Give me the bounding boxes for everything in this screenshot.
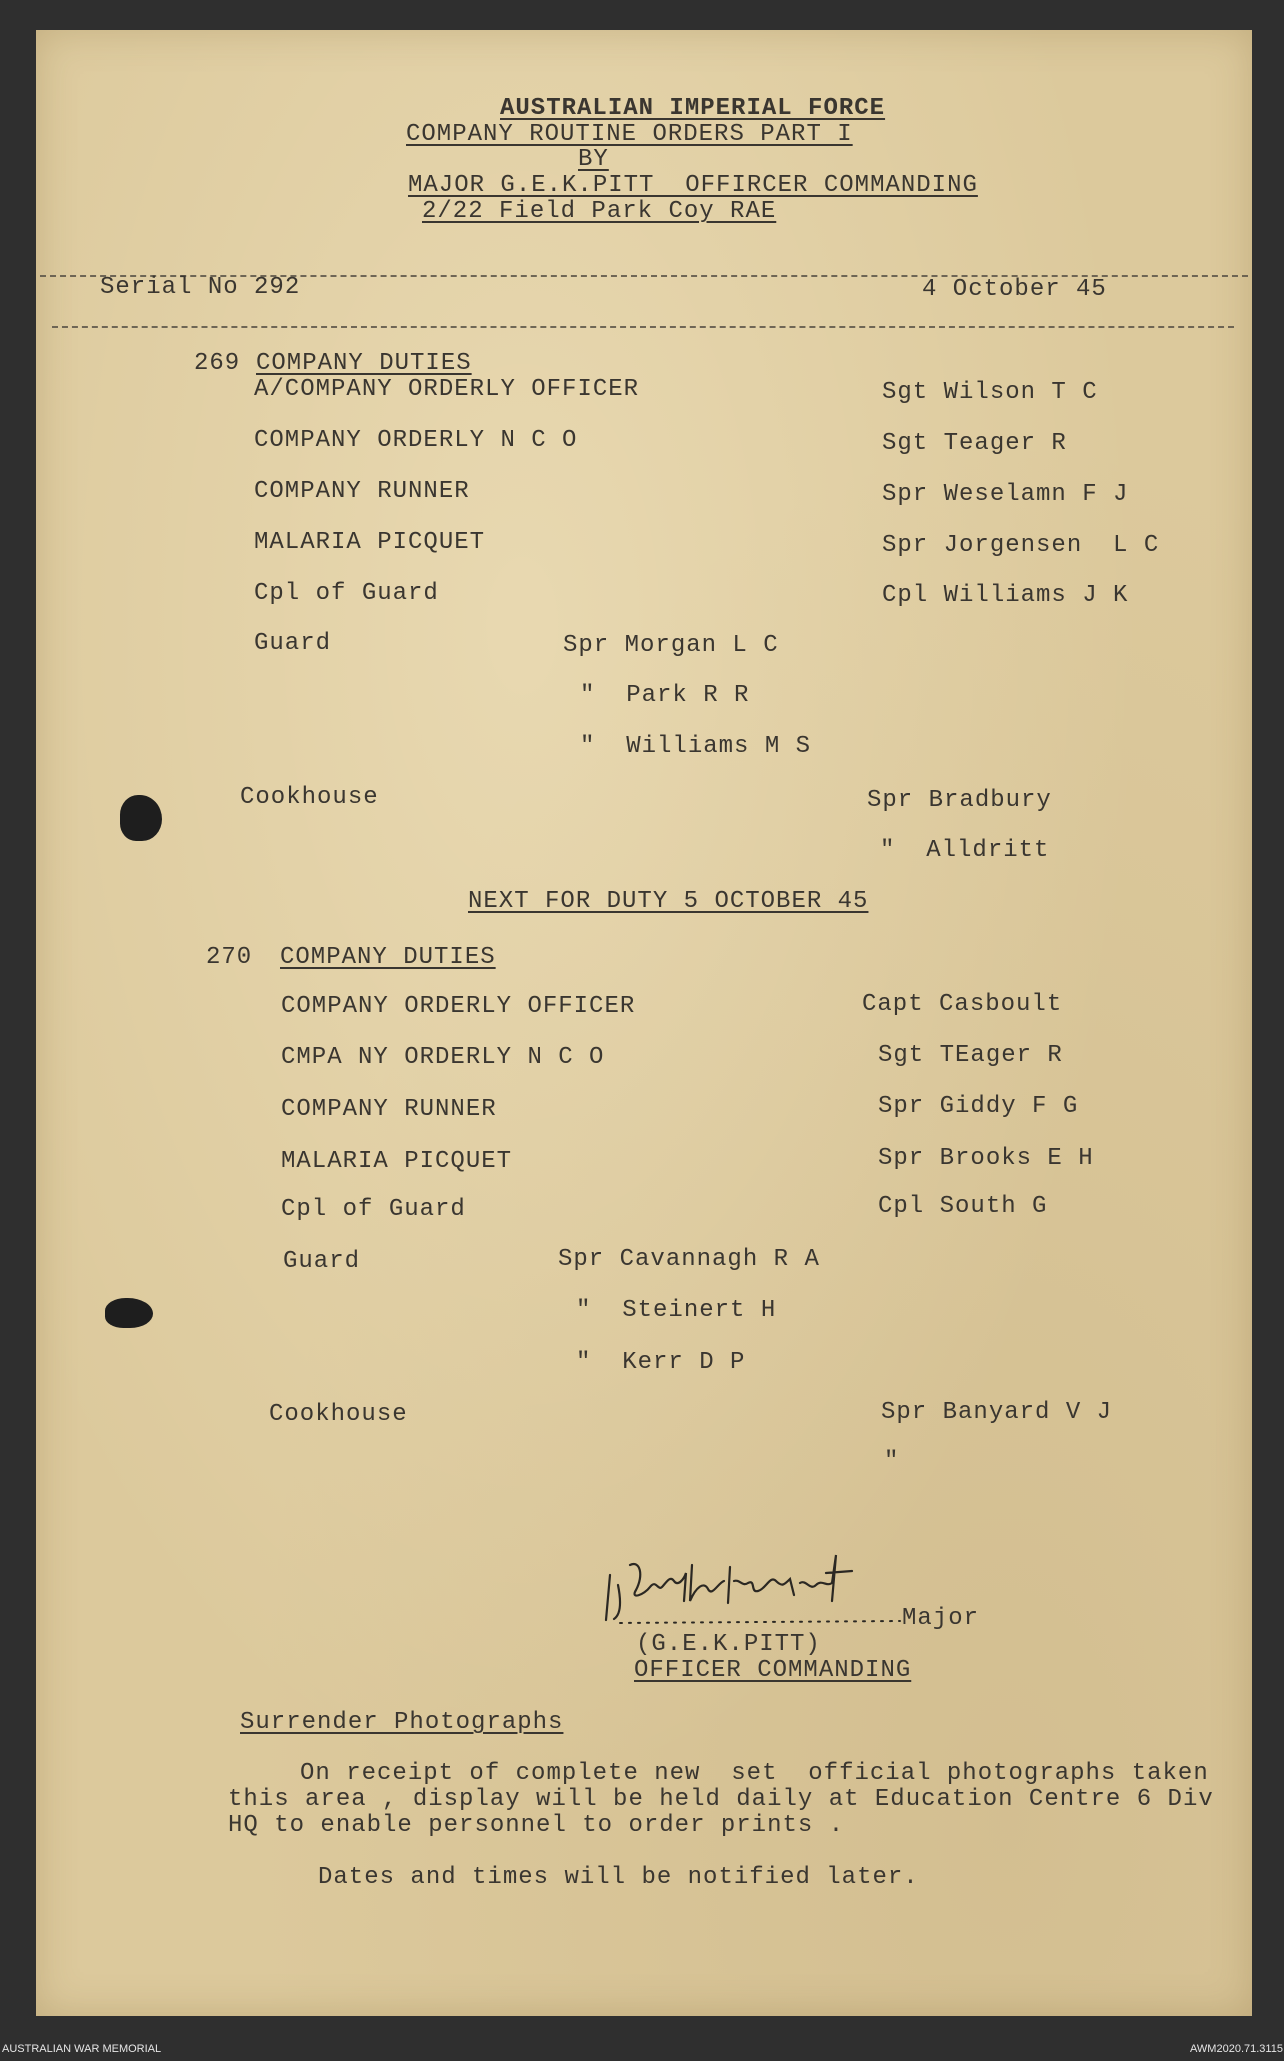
header-line2: COMPANY ROUTINE ORDERS PART I: [406, 121, 853, 148]
notice-line: On receipt of complete new set official photographs taken: [300, 1760, 1209, 1787]
guard-label: Guard: [254, 630, 332, 657]
signatory-title: OFFICER COMMANDING: [634, 1657, 912, 1684]
notice-line: Dates and times will be notified later.: [318, 1864, 919, 1891]
guard-member: Spr Morgan L C: [563, 632, 779, 659]
duty-assignee: Spr Jorgensen L C: [882, 532, 1160, 559]
duty-assignee: Sgt Teager R: [882, 430, 1067, 457]
guard-member: " Steinert H: [576, 1297, 777, 1324]
header-line3: BY: [578, 146, 609, 173]
duty-assignee: Spr Brooks E H: [878, 1145, 1094, 1172]
header-line4: MAJOR G.E.K.PITT OFFIRCER COMMANDING: [408, 172, 978, 199]
guard-label: Guard: [283, 1248, 361, 1275]
punch-hole: [120, 795, 162, 841]
duty-label: COMPANY ORDERLY OFFICER: [281, 993, 636, 1020]
duty-assignee: Spr Giddy F G: [878, 1093, 1079, 1120]
header-line1: AUSTRALIAN IMPERIAL FORCE: [500, 95, 886, 122]
handwritten-signature: [600, 1535, 930, 1645]
signatory-rank: Major: [902, 1605, 980, 1632]
duty-label: CMPA NY ORDERLY N C O: [281, 1044, 605, 1071]
section-269-number: 269: [194, 350, 241, 377]
duty-assignee: Sgt Wilson T C: [882, 379, 1098, 406]
guard-member: " Kerr D P: [576, 1349, 746, 1376]
guard-member: " Williams M S: [580, 733, 812, 760]
guard-member: " Park R R: [580, 682, 750, 709]
header-line5: 2/22 Field Park Coy RAE: [422, 198, 777, 225]
duty-label: MALARIA PICQUET: [254, 529, 486, 556]
notice-line: this area , display will be held daily at Education Centre 6 Div: [228, 1786, 1214, 1813]
duty-assignee: Capt Casboult: [862, 991, 1063, 1018]
duty-label: A/COMPANY ORDERLY OFFICER: [254, 376, 640, 403]
cookhouse-member: ": [884, 1448, 900, 1475]
duty-assignee: Cpl South G: [878, 1193, 1048, 1220]
signatory-name: (G.E.K.PITT): [636, 1631, 821, 1658]
section-269-title: COMPANY DUTIES: [256, 350, 472, 377]
next-for-duty-heading: NEXT FOR DUTY 5 OCTOBER 45: [468, 888, 869, 915]
duty-label: COMPANY RUNNER: [281, 1096, 497, 1123]
punch-hole: [105, 1298, 153, 1328]
archive-reference: AWM2020.71.3115: [1190, 2043, 1283, 2055]
cookhouse-label: Cookhouse: [240, 784, 379, 811]
section-270-number: 270: [206, 944, 253, 971]
duty-label: MALARIA PICQUET: [281, 1148, 513, 1175]
serial-number: Serial No 292: [100, 274, 301, 301]
guard-member: Spr Cavannagh R A: [558, 1246, 820, 1273]
archive-credit: AUSTRALIAN WAR MEMORIAL: [2, 2043, 162, 2055]
cookhouse-member: Spr Banyard V J: [881, 1399, 1113, 1426]
duty-assignee: Sgt TEager R: [878, 1042, 1063, 1069]
cookhouse-label: Cookhouse: [269, 1401, 408, 1428]
duty-assignee: Spr Weselamn F J: [882, 481, 1129, 508]
duty-label: Cpl of Guard: [254, 580, 439, 607]
duty-label: Cpl of Guard: [281, 1196, 466, 1223]
section-270-title: COMPANY DUTIES: [280, 944, 496, 971]
divider-bottom: [52, 326, 1234, 328]
cookhouse-member: Spr Bradbury: [867, 787, 1052, 814]
duty-label: COMPANY ORDERLY N C O: [254, 427, 578, 454]
duty-label: COMPANY RUNNER: [254, 478, 470, 505]
order-date: 4 October 45: [922, 276, 1107, 303]
notice-heading: Surrender Photographs: [240, 1709, 564, 1736]
cookhouse-member: " Alldritt: [880, 837, 1050, 864]
notice-line: HQ to enable personnel to order prints .: [228, 1812, 845, 1839]
duty-assignee: Cpl Williams J K: [882, 582, 1129, 609]
